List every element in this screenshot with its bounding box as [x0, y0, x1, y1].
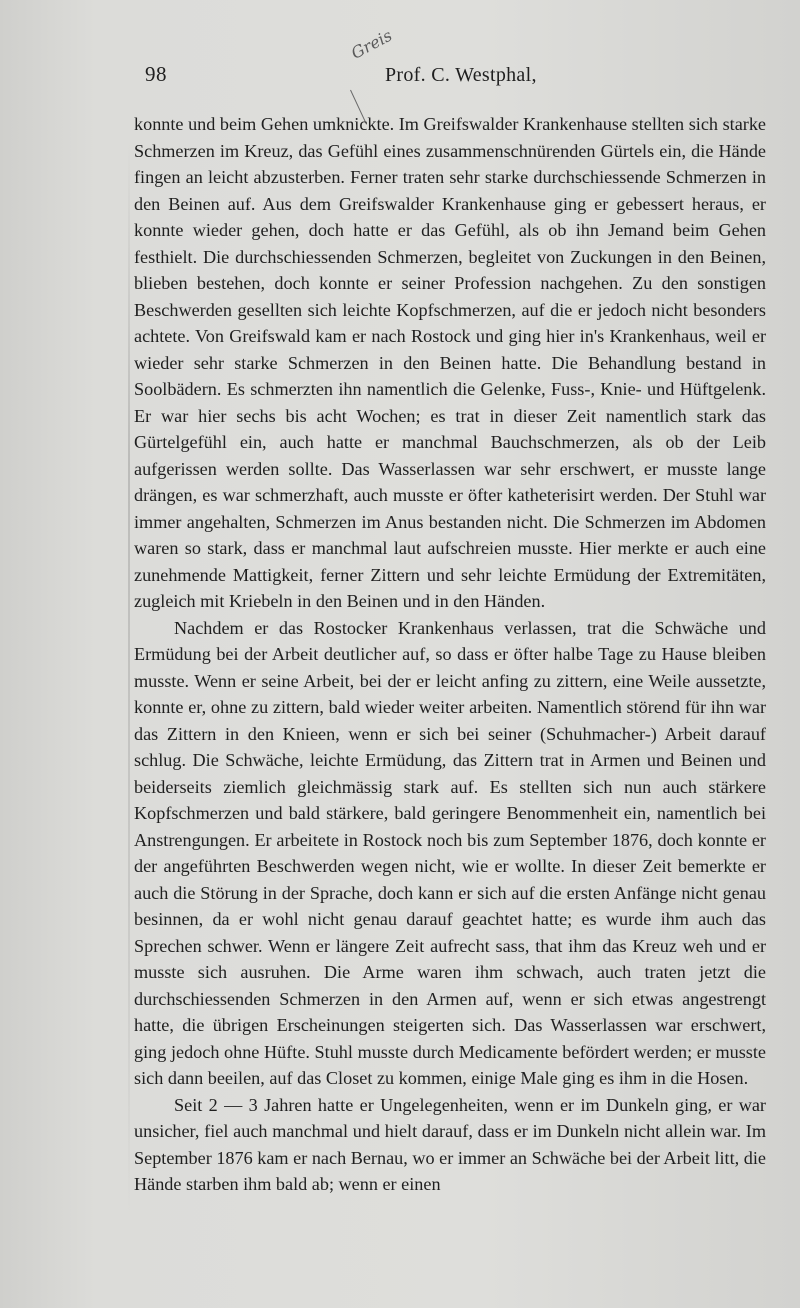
running-head: Prof. C. Westphal, — [385, 64, 537, 86]
handwritten-margin-note: Greis — [348, 25, 396, 63]
page-header — [145, 58, 765, 98]
page-number: 98 — [145, 62, 167, 86]
paragraph: konnte und beim Gehen umknickte. Im Greifswalder Krankenhause stellten sich starke Schmerzen im Kreuz, das Gefühl eines zusammenschnürenden Gürtels ein, die Hände fingen an leicht abzusterben. Ferner traten sehr starke durchschiessende Schmerzen in den Beinen auf. Aus dem Greifswalder Krankenhause ging er gebessert heraus, er konnte wieder gehen, doch hatte er das Gefühl, als ob ihn Jemand beim Gehen festhielt. Die durchschiessenden Schmerzen, begleitet von Zuckungen in den Beinen, blieben bestehen, doch konnte er seiner Profession nachgehen. Zu den sonstigen Beschwerden gesellten sich leichte Kopfschmerzen, auf die er jedoch nicht besonders achtete. Von Greifswald kam er nach Rostock und ging hier in's Krankenhaus, weil er wieder sehr starke Schmerzen in den Beinen hatte. Die Behandlung bestand in Soolbädern. Es schmerzten ihn namentlich die Gelenke, Fuss-, Knie- und Hüftgelenk. Er war hier sechs bis acht Wochen; es trat in dieser Zeit namentlich stark das Gürtelgefühl ein, auch hatte er manchmal Bauchschmerzen, als ob der Leib aufgerissen werden sollte. Das Wasserlassen war sehr erschwert, er musste lange drängen, es war schmerzhaft, auch musste er öfter katheterisirt werden. Der Stuhl war immer angehalten, Schmerzen im Anus bestanden nicht. Die Schmerzen im Abdomen waren so stark, dass er manchmal laut aufschreien musste. Hier merkte er auch eine zunehmende Mattigkeit, ferner Zittern und sehr leichte Ermüdung der Extremitäten, zugleich mit Kriebeln in den Beinen und in den Händen. — [134, 114, 766, 611]
page-binding-shadow — [128, 140, 130, 1220]
paragraph: Nachdem er das Rostocker Krankenhaus verlassen, trat die Schwäche und Ermüdung bei der Arbeit deutlicher auf, so dass er öfter halbe Tage zu Hause bleiben musste. Wenn er seine Arbeit, bei der er leicht anfing zu zittern, eine Weile aussetzte, konnte er, ohne zu zittern, bald wieder weiter arbeiten. Namentlich störend für ihn war das Zittern in den Knieen, wenn er sich bei seiner (Schuhmacher-) Arbeit darauf schlug. Die Schwäche, leichte Ermüdung, das Zittern trat in Armen und Beinen und beiderseits ziemlich gleichmässig stark auf. Es stellten sich nun auch stärkere Kopfschmerzen und bald stärkere, bald geringere Benommenheit ein, namentlich bei Anstrengungen. Er arbeitete in Rostock noch bis zum September 1876, doch konnte er der angeführten Beschwerden wegen nicht, wie er wollte. In dieser Zeit bemerkte er auch die Störung in der Sprache, doch kann er sich auf die ersten Anfänge nicht genau besinnen, da er wohl nicht genau darauf geachtet hatte; es wurde ihm auch das Sprechen schwer. Wenn er längere Zeit aufrecht sass, that ihm das Kreuz weh und er musste sich ausruhen. Die Arme waren ihm schwach, auch traten jetzt die durchschiessenden Schmerzen in den Armen auf, wenn er sich etwas angestrengt hatte, die übrigen Erscheinungen steigerten sich. Das Wasserlassen war erschwert, ging jedoch ohne Hüfte. Stuhl musste durch Medicamente befördert werden; er musste sich dann beeilen, auf das Closet zu kommen, einige Male ging es ihm in die Hosen. — [134, 617, 766, 1088]
body-text — [134, 111, 766, 1198]
paragraph: Seit 2 — 3 Jahren hatte er Ungelegenheiten, wenn er im Dunkeln ging, er war unsicher, fiel auch manchmal und hielt darauf, dass er im Dunkeln nicht allein war. Im September 1876 kam er nach Bernau, wo er immer an Schwäche bei der Arbeit litt, die Hände starben ihm bald ab; wenn er einen — [134, 1094, 766, 1194]
